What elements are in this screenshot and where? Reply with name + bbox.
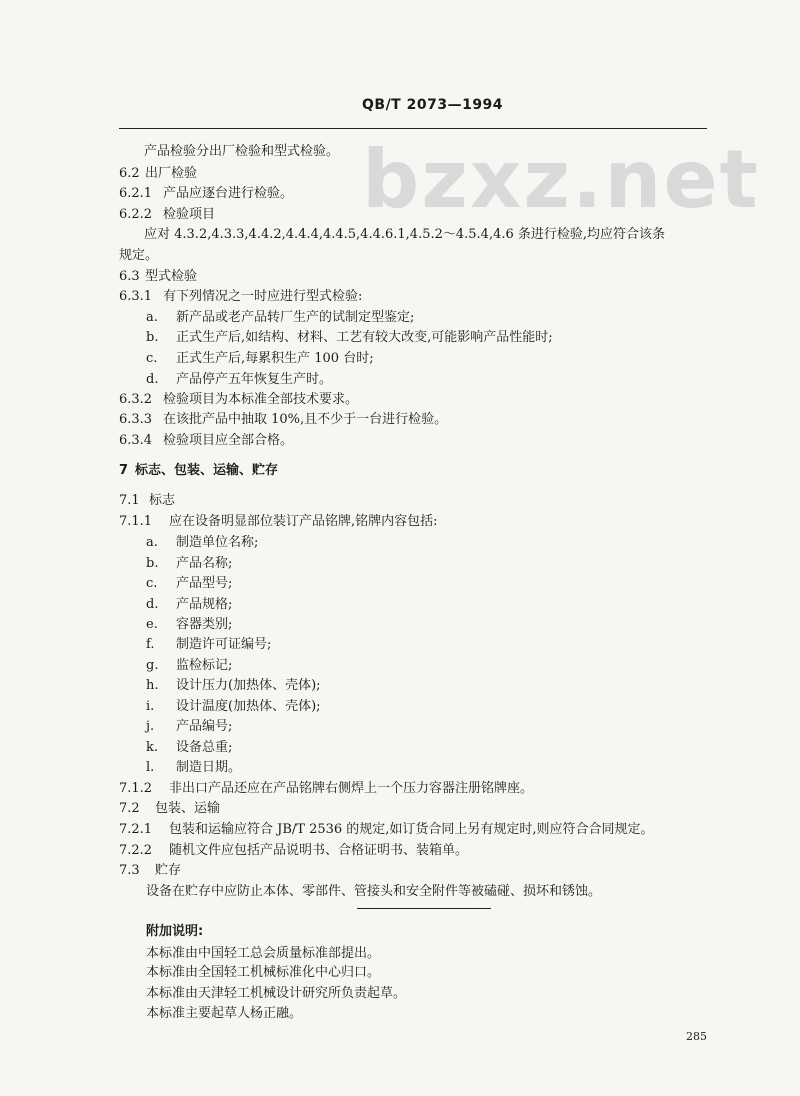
section-title: 包装、运输 <box>155 801 221 816</box>
page-number: 285 <box>686 1030 707 1043</box>
list-item <box>146 699 321 715</box>
list-text: 容器类别; <box>176 617 233 632</box>
list-text: 正式生产后,如结构、材料、工艺有较大改变,可能影响产品性能时; <box>176 330 553 345</box>
list-text: 监检标记; <box>176 658 233 673</box>
list-item <box>146 351 374 367</box>
section-number: 6.3 <box>119 269 140 284</box>
list-label: b. <box>146 330 159 345</box>
list-item <box>146 597 232 613</box>
intro-text: 产品检验分出厂检验和型式检验。 <box>144 144 340 159</box>
section-6-2-1 <box>119 186 293 202</box>
section-6-3-4 <box>119 433 293 449</box>
section-number: 7.3 <box>119 863 140 878</box>
section-title: 型式检验 <box>145 269 198 284</box>
note-line: 本标准由中国轻工总会质量标准部提出。 <box>146 946 381 961</box>
section-7-2-2 <box>119 843 468 859</box>
list-label: i. <box>146 699 155 714</box>
section-number: 6.2.1 <box>119 186 153 201</box>
list-item <box>146 535 258 551</box>
list-item <box>146 330 553 346</box>
list-text: 设备总重; <box>176 740 233 755</box>
list-item <box>146 678 321 694</box>
section-title: 标志 <box>149 493 176 508</box>
section-text: 随机文件应包括产品说明书、合格证明书、装箱单。 <box>169 843 469 858</box>
section-number: 6.3.3 <box>119 412 153 427</box>
section-number: 7.1.1 <box>119 514 153 529</box>
note-line: 本标准主要起草人杨正融。 <box>146 1006 303 1021</box>
section-6-3 <box>119 269 197 285</box>
section-number: 6.2 <box>119 166 140 181</box>
list-text: 新产品或老产品转厂生产的试制定型鉴定; <box>176 310 415 325</box>
section-6-2-2 <box>119 207 215 223</box>
list-label: k. <box>146 740 159 755</box>
section-7-1-1 <box>119 514 438 530</box>
note-line: 本标准由全国轻工机械标准化中心归口。 <box>146 965 381 980</box>
list-text: 设计压力(加热体、壳体); <box>176 678 321 693</box>
list-label: f. <box>146 637 155 652</box>
section-7-3-body: 设备在贮存中应防止本体、零部件、管接头和安全附件等被磕碰、损坏和锈蚀。 <box>146 884 602 899</box>
list-text: 制造许可证编号; <box>176 637 272 652</box>
list-item <box>146 637 271 653</box>
header-rule <box>119 128 707 129</box>
list-label: a. <box>146 535 158 550</box>
section-7-2-1 <box>119 822 654 838</box>
list-label: l. <box>146 760 155 775</box>
list-text: 产品停产五年恢复生产时。 <box>176 372 333 387</box>
list-label: b. <box>146 556 159 571</box>
section-title: 标志、包装、运输、贮存 <box>135 463 279 478</box>
section-number: 6.3.4 <box>119 433 153 448</box>
note-line: 本标准由天津轻工机械设计研究所负责起草。 <box>146 986 407 1001</box>
list-text: 产品名称; <box>176 556 233 571</box>
section-text: 检验项目应全部合格。 <box>163 433 294 448</box>
section-7-heading <box>119 463 278 479</box>
section-number: 7.2 <box>119 801 140 816</box>
list-label: h. <box>146 678 159 693</box>
section-text: 包装和运输应符合 JB/T 2536 的规定,如订货合同上另有规定时,则应符合合同规定。 <box>169 822 654 837</box>
list-label: c. <box>146 576 158 591</box>
section-6-3-2 <box>119 392 358 408</box>
list-text: 制造单位名称; <box>176 535 259 550</box>
section-6-3-3 <box>119 412 447 428</box>
section-text: 产品应逐台进行检验。 <box>163 186 294 201</box>
list-label: d. <box>146 372 159 387</box>
list-item <box>146 556 232 572</box>
list-text: 设计温度(加热体、壳体); <box>176 699 321 714</box>
list-item <box>146 719 232 735</box>
list-item <box>146 310 414 326</box>
section-number: 6.3.2 <box>119 392 153 407</box>
section-number: 7.1 <box>119 493 140 508</box>
page-header-title: QB/T 2073—1994 <box>362 97 504 113</box>
section-number: 6.3.1 <box>119 289 153 304</box>
section-title: 贮存 <box>155 863 182 878</box>
section-number: 7.1.2 <box>119 781 153 796</box>
list-item <box>146 740 232 756</box>
section-text: 在该批产品中抽取 10%,且不少于一台进行检验。 <box>163 412 448 427</box>
section-6-2-2-body-line-2: 规定。 <box>119 248 159 263</box>
list-label: a. <box>146 310 158 325</box>
section-text: 检验项目 <box>163 207 216 222</box>
section-text: 有下列情况之一时应进行型式检验: <box>163 289 363 304</box>
list-text: 产品编号; <box>176 719 233 734</box>
section-6-2 <box>119 166 197 182</box>
section-number: 6.2.2 <box>119 207 153 222</box>
note-rule <box>357 908 491 909</box>
section-number: 7 <box>119 463 129 478</box>
list-label: d. <box>146 597 159 612</box>
watermark: bzxz.net <box>362 133 760 226</box>
list-text: 产品型号; <box>176 576 233 591</box>
list-text: 正式生产后,每累积生产 100 台时; <box>176 351 374 366</box>
list-text: 制造日期。 <box>176 760 242 775</box>
list-label: c. <box>146 351 158 366</box>
list-item <box>146 617 232 633</box>
list-label: j. <box>146 719 155 734</box>
section-title: 出厂检验 <box>145 166 198 181</box>
section-text: 非出口产品还应在产品铭牌右侧焊上一个压力容器注册铭牌座。 <box>169 781 534 796</box>
section-7-1 <box>119 493 175 509</box>
section-7-3 <box>119 863 181 879</box>
section-number: 7.2.2 <box>119 843 153 858</box>
section-text: 应在设备明显部位装订产品铭牌,铭牌内容包括: <box>169 514 438 529</box>
list-item <box>146 760 241 776</box>
section-6-3-1 <box>119 289 362 305</box>
list-item <box>146 372 332 388</box>
section-number: 7.2.1 <box>119 822 153 837</box>
section-text: 检验项目为本标准全部技术要求。 <box>163 392 359 407</box>
list-label: g. <box>146 658 159 673</box>
list-item <box>146 658 232 674</box>
section-7-2 <box>119 801 220 817</box>
list-label: e. <box>146 617 158 632</box>
list-text: 产品规格; <box>176 597 233 612</box>
list-item <box>146 576 232 592</box>
note-title: 附加说明: <box>146 924 204 939</box>
section-6-2-2-body-line-1: 应对 4.3.2,4.3.3,4.4.2,4.4.4,4.4.5,4.4.6.1,4.5.2～4.5.4,4.6 条进行检验,均应符合该条 <box>144 227 666 242</box>
section-7-1-2 <box>119 781 533 797</box>
